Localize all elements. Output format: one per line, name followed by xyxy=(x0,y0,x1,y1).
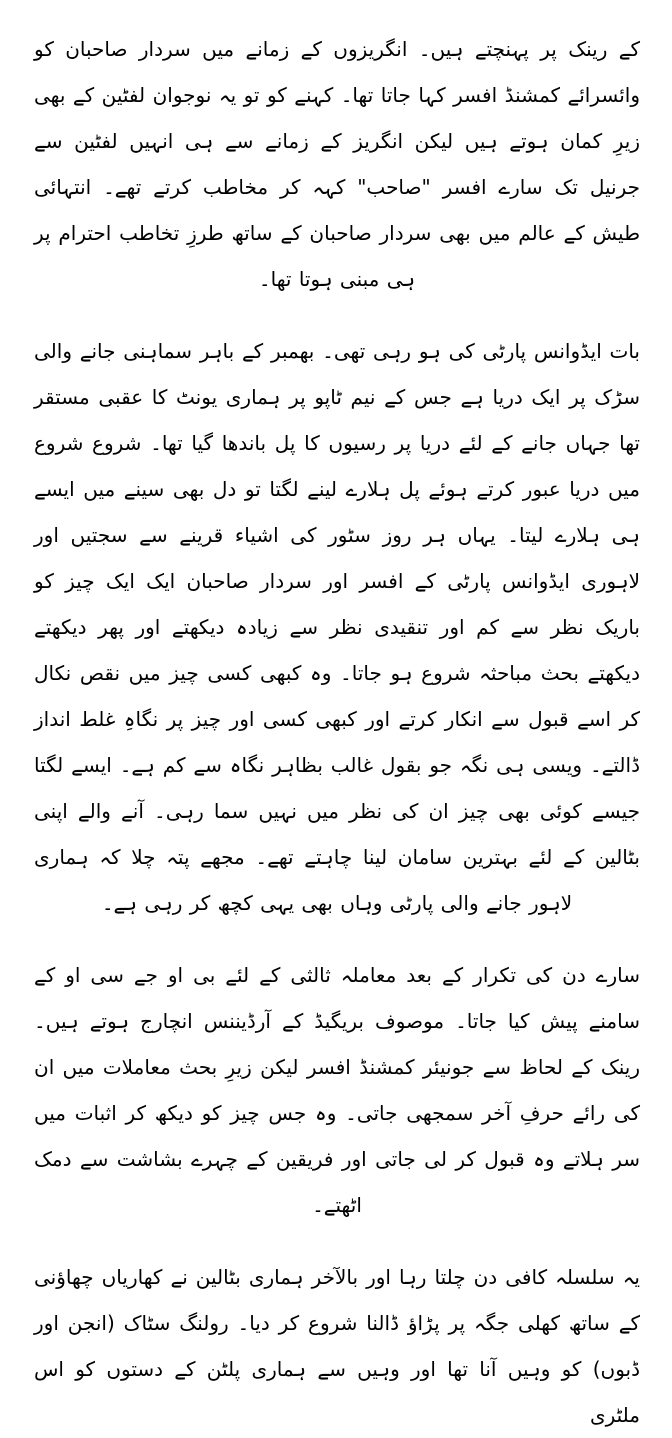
paragraph-2: بات ایڈوانس پارٹی کی ہو رہی تھی۔ بھمبر کے باہر سماہنی جانے والی سڑک پر ایک دریا ہے جس کے نیم ٹاپو پر ہماری یونٹ کا عقبی مستقر تھا جہاں جانے کے لئے دریا پر رسیوں کا پل باندھا گیا تھا۔ شروع شروع میں دریا عبور کرتے ہوئے پل ہلارے لینے لگتا تو دل بھی سینے میں ایسے ہی ہلارے لیتا۔ یہاں ہر روز سٹور کی اشیاء قرینے سے سجتیں اور لاہوری ایڈوانس پارٹی کے افسر اور سردار صاحبان ایک ایک چیز کو باریک نظر سے کم اور تنقیدی نظر سے زیادہ دیکھتے اور پھر دیکھتے دیکھتے بحث مباحثہ شروع ہو جاتا۔ وہ کبھی کسی چیز میں نقص نکال کر اسے قبول سے انکار کرتے اور کبھی کسی اور چیز پر نگاہِ غلط انداز ڈالتے۔ ویسی ہی نگہ جو بقول غالب بظاہر نگاہ سے کم ہے۔ ایسے لگتا جیسے کوئی بھی چیز ان کی نظر میں نہیں سما رہی۔ آنے والے اپنی بٹالین کے لئے بہترین سامان لینا چاہتے تھے۔ مجھے پتہ چلا کہ ہماری لاہور جانے والی پارٹی وہاں بھی یہی کچھ کر رہی ہے۔ xyxy=(34,339,640,915)
paragraph-4: یہ سلسلہ کافی دن چلتا رہا اور بالآخر ہماری بٹالین نے کھاریاں چھاؤنی کے ساتھ کھلی جگہ پر پڑاؤ ڈالنا شروع کر دیا۔ رولنگ سٹاک (انجن اور ڈبوں) کو وہیں آنا تھا اور وہیں سے ہماری پلٹن کے دستوں کو اس ملٹری xyxy=(34,1265,640,1427)
paragraph-3: سارے دن کی تکرار کے بعد معاملہ ثالثی کے لئے بی او جے سی او کے سامنے پیش کیا جاتا۔ موصوف بریگیڈ کے آرڈیننس انچارج ہوتے ہیں۔ رینک کے لحاظ سے جونیئر کمشنڈ افسر لیکن زیرِ بحث معاملات میں ان کی رائے حرفِ آخر سمجھی جاتی۔ وہ جس چیز کو دیکھ کر اثبات میں سر ہلاتے وہ قبول کر لی جاتی اور فریقین کے چہرے بشاشت سے دمک اٹھتے۔ xyxy=(34,963,640,1217)
paragraph-1: کے رینک پر پہنچتے ہیں۔ انگریزوں کے زمانے میں سردار صاحبان کو وائسرائے کمشنڈ افسر کہا جاتا تھا۔ کہنے کو تو یہ نوجوان لفٹین کے بھی زیرِ کمان ہوتے ہیں لیکن انگریز کے زمانے سے ہی انہیں لفٹین سے جرنیل تک سارے افسر "صاحب" کہہ کر مخاطب کرتے تھے۔ انتہائی طیش کے عالم میں بھی سردار صاحبان کے ساتھ طرزِ تخاطب احترام پر ہی مبنی ہوتا تھا۔ xyxy=(34,37,640,291)
